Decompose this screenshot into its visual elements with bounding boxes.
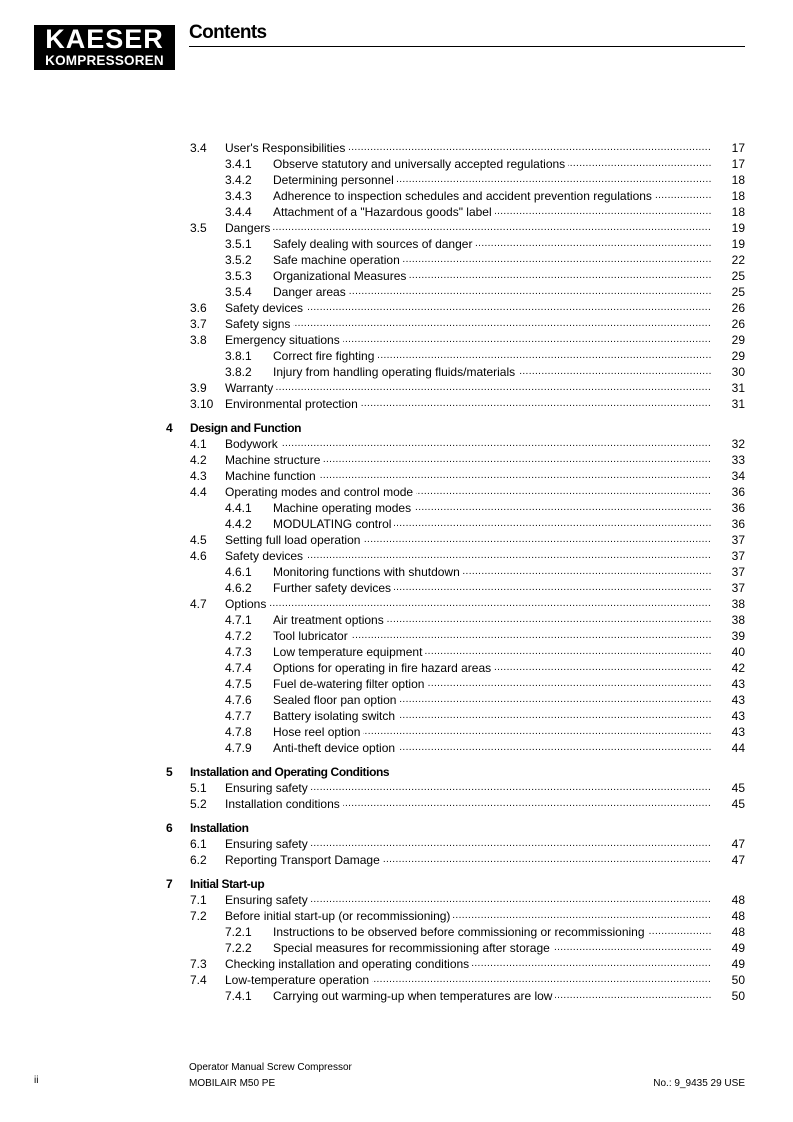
toc-entry-page: 47 xyxy=(731,837,745,851)
toc-entry-number: 4.2 xyxy=(190,453,207,467)
toc-entry-number: 7 xyxy=(166,877,173,891)
toc-entry[interactable] xyxy=(0,140,793,156)
toc-entry-number: 6.2 xyxy=(190,853,207,867)
toc-entry-page: 39 xyxy=(731,629,745,643)
toc-entry-title: Safety devices xyxy=(225,549,306,563)
toc-entry-title: Installation conditions xyxy=(225,797,343,811)
toc-entry[interactable] xyxy=(0,596,793,612)
toc-entry-leader xyxy=(225,484,712,500)
toc-entry-number: 7.2 xyxy=(190,909,207,923)
toc-entry-page: 25 xyxy=(731,285,745,299)
toc-entry-page: 44 xyxy=(731,741,745,755)
toc-entry-page: 32 xyxy=(731,437,745,451)
toc-entry-leader xyxy=(273,268,712,284)
toc-entry-title: Operating modes and control mode xyxy=(225,485,416,499)
toc-entry-title: Observe statutory and universally accepted regulations xyxy=(273,157,568,171)
toc-chapter-title: Installation xyxy=(190,821,249,835)
toc-entry-number: 4 xyxy=(166,421,173,435)
toc-entry-leader xyxy=(225,452,712,468)
toc-entry-leader xyxy=(225,532,712,548)
toc-entry-title: User's Responsibilities xyxy=(225,141,348,155)
toc-entry[interactable] xyxy=(0,396,793,412)
toc-entry[interactable] xyxy=(0,708,793,724)
toc-entry-page: 26 xyxy=(731,301,745,315)
toc-entry-title: MODULATING control xyxy=(273,517,394,531)
toc-entry-title: Warranty xyxy=(225,381,276,395)
toc-entry-leader xyxy=(225,140,712,156)
toc-entry-number: 7.1 xyxy=(190,893,207,907)
toc-entry-leader xyxy=(273,692,712,708)
toc-entry[interactable] xyxy=(0,156,793,172)
toc-entry-number: 4.7.2 xyxy=(225,629,252,643)
toc-entry-title: Carrying out warming-up when temperatures are low xyxy=(273,989,555,1003)
toc-entry-page: 40 xyxy=(731,645,745,659)
toc-entry-number: 4.7.3 xyxy=(225,645,252,659)
toc-entry-leader xyxy=(225,468,712,484)
toc-entry-number: 7.4.1 xyxy=(225,989,252,1003)
toc-entry[interactable] xyxy=(0,268,793,284)
toc-entry-title: Low-temperature operation xyxy=(225,973,372,987)
toc-entry-title: Hose reel option xyxy=(273,725,363,739)
toc-entry-title: Safety signs xyxy=(225,317,293,331)
toc-entry-leader xyxy=(225,548,712,564)
toc-entry-page: 48 xyxy=(731,893,745,907)
toc-entry-leader xyxy=(225,972,712,988)
toc-entry-title: Before initial start-up (or recommissioning) xyxy=(225,909,453,923)
toc-entry[interactable] xyxy=(0,988,793,1004)
toc-entry-number: 3.4 xyxy=(190,141,207,155)
toc-entry-leader xyxy=(273,628,712,644)
toc-entry-page: 43 xyxy=(731,709,745,723)
toc-entry-page: 25 xyxy=(731,269,745,283)
toc-entry-title: Setting full load operation xyxy=(225,533,363,547)
toc-entry-page: 43 xyxy=(731,725,745,739)
toc-entry-title: Machine function xyxy=(225,469,319,483)
toc-entry[interactable] xyxy=(0,780,793,796)
toc-entry-page: 26 xyxy=(731,317,745,331)
toc-entry-leader xyxy=(225,780,712,796)
toc-entry-title: Ensuring safety xyxy=(225,893,311,907)
toc-entry-page: 29 xyxy=(731,333,745,347)
toc-entry-page: 37 xyxy=(731,549,745,563)
toc-entry-number: 3.8.1 xyxy=(225,349,252,363)
toc-entry-page: 45 xyxy=(731,797,745,811)
toc-entry[interactable] xyxy=(0,172,793,188)
toc-entry-number: 4.7.9 xyxy=(225,741,252,755)
toc-entry-leader xyxy=(273,940,712,956)
toc-entry-page: 34 xyxy=(731,469,745,483)
toc-entry-page: 38 xyxy=(731,597,745,611)
toc-entry-title: Air treatment options xyxy=(273,613,387,627)
toc-chapter[interactable] xyxy=(0,420,793,436)
toc-entry-number: 3.5 xyxy=(190,221,207,235)
toc-entry-page: 17 xyxy=(731,141,745,155)
toc-entry-title: Instructions to be observed before commissioning or recommissioning xyxy=(273,925,648,939)
toc-entry-number: 3.5.2 xyxy=(225,253,252,267)
toc-entry-title: Ensuring safety xyxy=(225,837,311,851)
toc-entry-page: 43 xyxy=(731,693,745,707)
toc-entry-page: 19 xyxy=(731,237,745,251)
toc-entry-title: Reporting Transport Damage xyxy=(225,853,383,867)
toc-entry-page: 22 xyxy=(731,253,745,267)
toc-entry-page: 49 xyxy=(731,941,745,955)
toc-entry-leader xyxy=(273,740,712,756)
toc-entry-page: 30 xyxy=(731,365,745,379)
toc-entry[interactable] xyxy=(0,484,793,500)
toc-entry-title: Safe machine operation xyxy=(273,253,403,267)
logo-bottom-text: KOMPRESSOREN xyxy=(45,53,164,68)
toc-entry-number: 4.6.2 xyxy=(225,581,252,595)
toc-entry[interactable] xyxy=(0,204,793,220)
toc-entry[interactable] xyxy=(0,972,793,988)
toc-entry-leader xyxy=(225,892,712,908)
toc-entry-title: Low temperature equipment xyxy=(273,645,425,659)
toc-entry-number: 3.4.3 xyxy=(225,189,252,203)
toc-entry-title: Options for operating in fire hazard areas xyxy=(273,661,494,675)
toc-entry-page: 37 xyxy=(731,581,745,595)
toc-entry-leader xyxy=(273,924,712,940)
toc-entry[interactable] xyxy=(0,364,793,380)
toc-entry-number: 3.10 xyxy=(190,397,214,411)
toc-entry-title: Safely dealing with sources of danger xyxy=(273,237,475,251)
toc-entry-leader xyxy=(225,596,712,612)
toc-entry[interactable] xyxy=(0,316,793,332)
toc-entry-leader xyxy=(273,644,712,660)
toc-entry-leader xyxy=(225,332,712,348)
toc-entry-leader xyxy=(225,956,712,972)
toc-entry-page: 45 xyxy=(731,781,745,795)
toc-entry-page: 38 xyxy=(731,613,745,627)
toc-entry-number: 4.5 xyxy=(190,533,207,547)
toc-entry[interactable] xyxy=(0,956,793,972)
toc-entry-number: 4.4.2 xyxy=(225,517,252,531)
toc-entry-number: 4.7.4 xyxy=(225,661,252,675)
toc-entry-leader xyxy=(273,660,712,676)
toc-entry-leader xyxy=(273,172,712,188)
toc-entry-number: 4.7.5 xyxy=(225,677,252,691)
toc-entry-leader xyxy=(273,500,712,516)
toc-entry[interactable] xyxy=(0,676,793,692)
toc-entry-leader xyxy=(273,580,712,596)
toc-entry[interactable] xyxy=(0,644,793,660)
toc-entry-leader xyxy=(225,316,712,332)
toc-entry[interactable] xyxy=(0,380,793,396)
toc-entry-number: 7.3 xyxy=(190,957,207,971)
toc-entry-leader xyxy=(273,708,712,724)
toc-entry-page: 29 xyxy=(731,349,745,363)
toc-entry-leader xyxy=(273,564,712,580)
toc-entry-page: 19 xyxy=(731,221,745,235)
toc-entry-number: 4.6 xyxy=(190,549,207,563)
toc-entry-title: Determining personnel xyxy=(273,173,397,187)
toc-entry[interactable] xyxy=(0,284,793,300)
toc-entry[interactable] xyxy=(0,564,793,580)
toc-entry-title: Checking installation and operating conditions xyxy=(225,957,472,971)
toc-entry-leader xyxy=(273,236,712,252)
toc-entry-number: 5.1 xyxy=(190,781,207,795)
toc-entry-number: 7.4 xyxy=(190,973,207,987)
toc-entry-number: 3.4.4 xyxy=(225,205,252,219)
toc-entry-title: Safety devices xyxy=(225,301,306,315)
toc-entry[interactable] xyxy=(0,852,793,868)
toc-entry[interactable] xyxy=(0,468,793,484)
toc-entry-page: 43 xyxy=(731,677,745,691)
toc-entry-leader xyxy=(225,380,712,396)
toc-entry-title: Injury from handling operating fluids/materials xyxy=(273,365,518,379)
toc-entry-number: 4.3 xyxy=(190,469,207,483)
toc-entry-page: 18 xyxy=(731,205,745,219)
toc-entry-page: 42 xyxy=(731,661,745,675)
toc-entry[interactable] xyxy=(0,580,793,596)
toc-entry-title: Monitoring functions with shutdown xyxy=(273,565,463,579)
toc-entry-page: 48 xyxy=(731,925,745,939)
toc-entry-page: 36 xyxy=(731,501,745,515)
toc-entry-number: 4.6.1 xyxy=(225,565,252,579)
toc-entry-title: Emergency situations xyxy=(225,333,343,347)
toc-entry-number: 3.5.3 xyxy=(225,269,252,283)
toc-entry-leader xyxy=(225,836,712,852)
toc-entry-leader xyxy=(225,852,712,868)
toc-entry[interactable] xyxy=(0,796,793,812)
toc-entry[interactable] xyxy=(0,332,793,348)
toc-entry-page: 49 xyxy=(731,957,745,971)
toc-entry-page: 47 xyxy=(731,853,745,867)
toc-entry-title: Organizational Measures xyxy=(273,269,409,283)
toc-chapter[interactable] xyxy=(0,820,793,836)
toc-entry-leader xyxy=(225,396,712,412)
toc-entry-number: 3.8 xyxy=(190,333,207,347)
toc-entry[interactable] xyxy=(0,924,793,940)
toc-entry-title: Attachment of a "Hazardous goods" label xyxy=(273,205,495,219)
toc-entry[interactable] xyxy=(0,692,793,708)
toc-entry-number: 3.7 xyxy=(190,317,207,331)
header-rule xyxy=(189,46,745,47)
toc-chapter-title: Installation and Operating Conditions xyxy=(190,765,390,779)
kaeser-logo xyxy=(34,25,175,70)
toc-entry[interactable] xyxy=(0,436,793,452)
toc-entry[interactable] xyxy=(0,252,793,268)
toc-entry-title: Adherence to inspection schedules and accident prevention regulations xyxy=(273,189,655,203)
footer-model: MOBILAIR M50 PE xyxy=(189,1078,276,1089)
toc-entry-leader xyxy=(225,436,712,452)
toc-entry-leader xyxy=(273,516,712,532)
toc-entry[interactable] xyxy=(0,548,793,564)
toc-entry[interactable] xyxy=(0,348,793,364)
toc-entry[interactable] xyxy=(0,836,793,852)
toc-entry-number: 5 xyxy=(166,765,173,779)
toc-entry-leader xyxy=(273,612,712,628)
footer-page-number: ii xyxy=(34,1075,39,1086)
toc-entry-page: 37 xyxy=(731,565,745,579)
toc-entry[interactable] xyxy=(0,532,793,548)
toc-entry[interactable] xyxy=(0,500,793,516)
footer-doc-number: No.: 9_9435 29 USE xyxy=(653,1078,745,1089)
toc-entry[interactable] xyxy=(0,300,793,316)
toc-entry-title: Sealed floor pan option xyxy=(273,693,399,707)
toc-entry[interactable] xyxy=(0,740,793,756)
toc-entry-leader xyxy=(273,284,712,300)
toc-entry-number: 5.2 xyxy=(190,797,207,811)
footer-manual-title: Operator Manual Screw Compressor xyxy=(189,1062,352,1073)
toc-entry-title: Machine operating modes xyxy=(273,501,414,515)
toc-entry-title: Ensuring safety xyxy=(225,781,311,795)
toc-entry-leader xyxy=(273,676,712,692)
toc-entry-number: 7.2.1 xyxy=(225,925,252,939)
toc-entry-title: Tool lubricator xyxy=(273,629,351,643)
toc-entry-leader xyxy=(273,188,712,204)
toc-entry-number: 3.6 xyxy=(190,301,207,315)
toc-entry[interactable] xyxy=(0,660,793,676)
toc-entry-page: 31 xyxy=(731,397,745,411)
toc-entry-page: 36 xyxy=(731,485,745,499)
toc-entry-title: Machine structure xyxy=(225,453,323,467)
toc-entry-page: 36 xyxy=(731,517,745,531)
toc-entry-page: 48 xyxy=(731,909,745,923)
toc-entry-number: 6.1 xyxy=(190,837,207,851)
toc-entry[interactable] xyxy=(0,892,793,908)
toc-entry[interactable] xyxy=(0,940,793,956)
page-title: Contents xyxy=(189,22,267,43)
toc-entry-number: 7.2.2 xyxy=(225,941,252,955)
toc-entry-title: Further safety devices xyxy=(273,581,394,595)
toc-entry-number: 3.4.2 xyxy=(225,173,252,187)
toc-entry-number: 4.4 xyxy=(190,485,207,499)
toc-entry-title: Options xyxy=(225,597,269,611)
toc-entry[interactable] xyxy=(0,908,793,924)
toc-entry-leader xyxy=(273,156,712,172)
toc-entry[interactable] xyxy=(0,628,793,644)
toc-entry-leader xyxy=(273,252,712,268)
toc-entry-number: 4.7.8 xyxy=(225,725,252,739)
toc-entry-page: 37 xyxy=(731,533,745,547)
toc-entry-number: 4.7.1 xyxy=(225,613,252,627)
toc-entry-number: 4.4.1 xyxy=(225,501,252,515)
toc-entry-title: Correct fire fighting xyxy=(273,349,377,363)
toc-chapter[interactable] xyxy=(0,876,793,892)
toc-entry-number: 4.7 xyxy=(190,597,207,611)
toc-entry-page: 50 xyxy=(731,973,745,987)
toc-entry-leader xyxy=(225,300,712,316)
toc-entry-title: Bodywork xyxy=(225,437,281,451)
toc-entry-title: Dangers xyxy=(225,221,273,235)
toc-chapter[interactable] xyxy=(0,764,793,780)
toc-entry-page: 18 xyxy=(731,189,745,203)
toc-entry-page: 31 xyxy=(731,381,745,395)
toc-entry-page: 33 xyxy=(731,453,745,467)
toc-entry-page: 18 xyxy=(731,173,745,187)
toc-entry-number: 3.8.2 xyxy=(225,365,252,379)
logo-top-text: KAESER xyxy=(45,24,164,54)
toc-entry-number: 4.7.6 xyxy=(225,693,252,707)
toc-chapter-title: Initial Start-up xyxy=(190,877,265,891)
toc-chapter-title: Design and Function xyxy=(190,421,302,435)
toc-entry[interactable] xyxy=(0,612,793,628)
toc-entry-number: 3.9 xyxy=(190,381,207,395)
toc-entry-leader xyxy=(225,796,712,812)
toc-entry-leader xyxy=(273,724,712,740)
toc-entry-title: Fuel de-watering filter option xyxy=(273,677,427,691)
toc-entry[interactable] xyxy=(0,516,793,532)
toc-entry-title: Special measures for recommissioning after storage xyxy=(273,941,553,955)
toc-entry-number: 4.1 xyxy=(190,437,207,451)
toc-entry-title: Battery isolating switch xyxy=(273,709,398,723)
toc-entry-number: 3.4.1 xyxy=(225,157,252,171)
toc-entry-leader xyxy=(273,348,712,364)
toc-entry-leader xyxy=(273,204,712,220)
toc-entry-number: 6 xyxy=(166,821,173,835)
toc-entry-leader xyxy=(225,908,712,924)
toc-entry[interactable] xyxy=(0,188,793,204)
toc-entry[interactable] xyxy=(0,220,793,236)
toc-entry[interactable] xyxy=(0,452,793,468)
toc-entry-leader xyxy=(273,364,712,380)
toc-entry-leader xyxy=(273,988,712,1004)
toc-entry-page: 17 xyxy=(731,157,745,171)
toc-entry-number: 3.5.1 xyxy=(225,237,252,251)
toc-entry-number: 3.5.4 xyxy=(225,285,252,299)
toc-entry-page: 50 xyxy=(731,989,745,1003)
toc-entry-title: Danger areas xyxy=(273,285,349,299)
toc-entry[interactable] xyxy=(0,724,793,740)
toc-entry-title: Anti-theft device option xyxy=(273,741,398,755)
toc-entry-title: Environmental protection xyxy=(225,397,361,411)
toc-entry[interactable] xyxy=(0,236,793,252)
toc-entry-number: 4.7.7 xyxy=(225,709,252,723)
toc-entry-leader xyxy=(225,220,712,236)
